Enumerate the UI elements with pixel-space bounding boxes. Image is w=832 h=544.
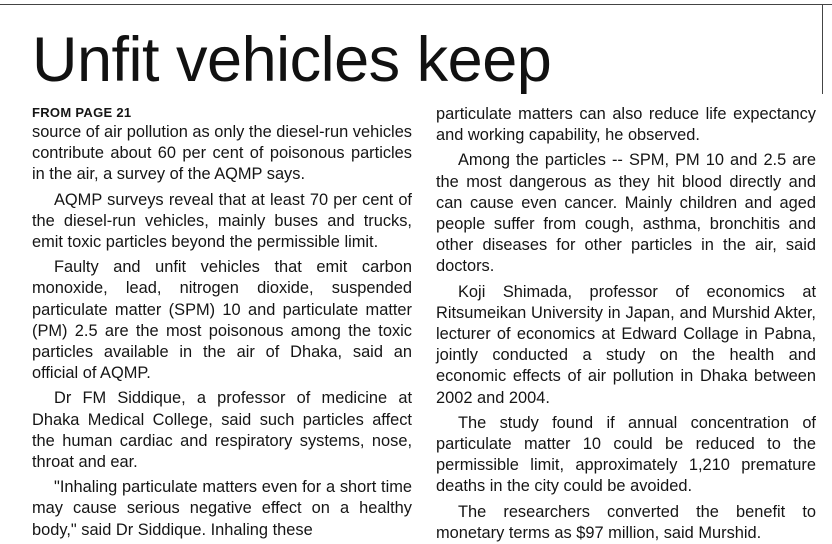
paragraph-life-expectancy: particulate matters can also reduce life expectancy and working capability, he observed.: [436, 105, 816, 145]
top-rule: [0, 4, 832, 5]
paragraph-monetary-benefit: The researchers converted the benefit to monetary terms as $97 million, said Murshid.: [436, 502, 816, 542]
headline: Unfit vehicles keep: [32, 25, 552, 95]
dateline: FROM PAGE 21: [32, 105, 132, 120]
paragraph-dr-siddique: Dr FM Siddique, a professor of medicine at Dhaka Medical College, said such particles affect the human cardiac and respiratory systems, nose, throat and ear.: [32, 389, 412, 472]
paragraph-faulty-vehicles: Faulty and unfit vehicles that emit carbon monoxide, lead, nitrogen dioxide, suspended particulate matter (SPM) 10 and particulate matter (PM) 2.5 are the most poisonous among the toxic particles available in the air of Dhaka, said an official of AQMP.: [32, 258, 412, 383]
paragraph-aqmp-surveys: AQMP surveys reveal that at least 70 per cent of the diesel-run vehicles, mainly buses and trucks, emit toxic particles beyond the permissible limit.: [32, 190, 412, 252]
paragraph-particles-danger: Among the particles -- SPM, PM 10 and 2.5 are the most dangerous as they hit blood directly and can cause even cancer. Mainly children and aged people suffer from cough, asthma, bronchitis and other diseases for other particles in the air, said doctors.: [436, 151, 816, 276]
paragraph-koji-shimada: Koji Shimada, professor of economics at Ritsumeikan University in Japan, and Murshid Akter, lecturer of economics at Edward Collage in Pabna, jointly conducted a study on the health and economic effects of air pollution in Dhaka between 2002 and 2004.: [436, 282, 816, 407]
right-column: [436, 104, 816, 544]
right-edge-rule: [822, 4, 823, 94]
paragraph-inhaling-quote: "Inhaling particulate matters even for a short time may cause serious negative effect on a healthy body," said Dr Siddique. Inhaling these: [32, 478, 412, 539]
left-column: [32, 104, 412, 541]
paragraph-continuation: source of air pollution as only the diesel-run vehicles contribute about 60 per cent of poisonous particles in the air, a survey of the AQMP says.: [32, 123, 412, 184]
paragraph-study-findings: The study found if annual concentration of particulate matter 10 could be reduced to the permissible limit, approximately 1,210 premature deaths in the city could be avoided.: [436, 413, 816, 496]
